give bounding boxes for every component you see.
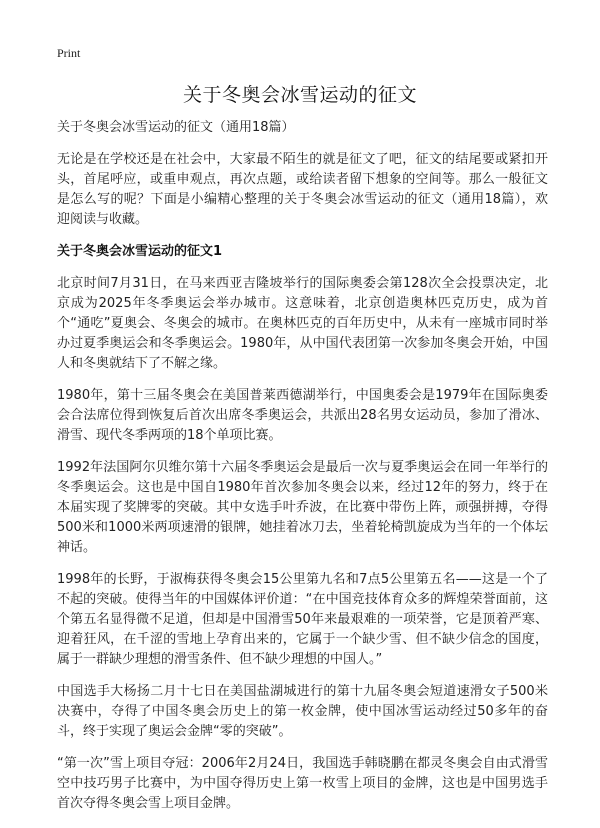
intro-paragraph: 无论是在学校还是在社会中，大家最不陌生的就是征文了吧，征文的结尾要或紧扣开头，首尾呼应，或重申观点，再次点题，或给读者留下想象的空间等。那么一般征文是怎么写的呢？下面是小编精心整理的关于冬奥会冰雪运动的征文（通用18篇），欢迎阅读与收藏。 (57, 152, 548, 227)
body-paragraph-5: 中国选手大杨扬二月十七日在美国盐湖城进行的第十九届冬奥会短道速滑女子500米决赛中，夺得了中国冬奥会历史上的第一枚金牌，使中国冰雪运动经过50多年的奋斗，终于实现了奥运会金牌“零的突破”。 (57, 684, 548, 739)
body-paragraph-6: “第一次”雪上项目夺冠：2006年2月24日，我国选手韩晓鹏在都灵冬奥会自由式滑雪空中技巧男子比赛中，为中国夺得历史上第一枚雪上项目的金牌，这也是中国男选手首次夺得冬奥会雪上项目金牌。 (57, 756, 548, 811)
body-paragraph-2: 1980年，第十三届冬奥会在美国普莱西德湖举行，中国奥委会是1979年在国际奥委会合法席位得到恢复后首次出席冬季奥运会，共派出28名男女运动员，参加了滑冰、滑雪、现代冬季两项的18个单项比赛。 (57, 388, 548, 443)
article-subtitle: 关于冬奥会冰雪运动的征文（通用18篇） (57, 120, 295, 135)
page-title: 关于冬奥会冰雪运动的征文 (182, 84, 417, 106)
section-heading: 关于冬奥会冰雪运动的征文1 (57, 244, 223, 259)
body-paragraph-1: 北京时间7月31日，在马来西亚吉隆坡举行的国际奥委会第128次全会投票决定，北京成为2025年冬季奥运会举办城市。这意味着，北京创造奥林匹克历史，成为首个“通吃”夏奥会、冬奥会的城市。在奥林匹克的百年历史中，从未有一座城市同时举办过夏季奥运会和冬季奥运会。1980年，从中国代表团第一次参加冬奥会开始，中国人和冬奥就结下了不解之缘。 (57, 276, 548, 371)
article-body (57, 118, 548, 826)
print-link[interactable]: Print (57, 46, 81, 60)
body-paragraph-4: 1998年的长野，于淑梅获得冬奥会15公里第九名和7点5公里第五名——这是一个了不起的突破。使得当年的中国媒体评价道：“在中国竞技体育众多的辉煌荣誉面前，这个第五名显得微不足道，但却是中国滑雪50年来最艰难的一项荣誉，它是顶着严寒、迎着狂风，在千涩的雪地上孕育出来的，它属于一个缺少雪、但不缺少信念的国度，属于一群缺少理想的滑雪条件、但不缺少理想的中国人。” (57, 572, 548, 667)
body-paragraph-3: 1992年法国阿尔贝维尔第十六届冬季奥运会是最后一次与夏季奥运会在同一年举行的冬季奥运会。这也是中国自1980年首次参加冬奥会以来，经过12年的努力，终于在本届实现了奖牌零的突破。其中女选手叶乔波，在比赛中带伤上阵，顽强拼搏，夺得500米和1000米两项速滑的银牌，她挂着冰刀去，坐着轮椅凯旋成为当年的一个体坛神话。 (57, 460, 548, 555)
